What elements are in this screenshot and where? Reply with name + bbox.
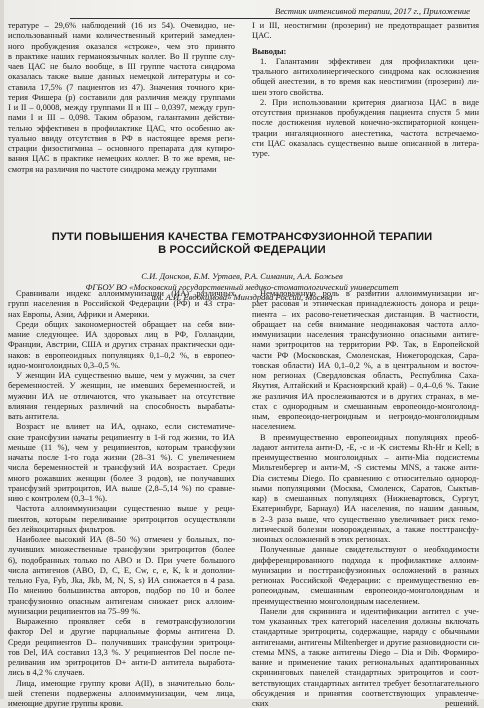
text-line: Dia системы Diego. По сравнению с относительно однород-	[252, 472, 479, 483]
text-line: сти ЦАС оказалась существенно выше описанной в литера-	[252, 137, 479, 148]
text-line: пиентов, которым переливание эритроцитов осуществляли	[8, 513, 235, 524]
text-line: ЦАС.	[252, 30, 272, 41]
text-line: ских решений.	[252, 698, 479, 708]
text-line: ские трансфузии начаты реципиенту в 1-й год жизни, то ИА	[8, 431, 235, 442]
text-line: преимущественно монголоидным населением.	[252, 595, 420, 606]
text-line: фактор Del и другие парциальные формы антигена D.	[8, 626, 235, 637]
text-line: оказалась также выше данных немецкой литературы и со-	[8, 71, 235, 82]
text-line: в 2–3 раза выше, что существенно увеличивает риск гемо-	[252, 513, 479, 524]
text-line: обращает на себя внимание неодинаковая частота алло-	[252, 318, 479, 329]
top-right-column	[252, 20, 479, 158]
text-line: 1. Галантамин эффективен для профилактики цен-	[260, 55, 479, 66]
text-line: чаев ЦАС не было вообще, в III группе частота синдрома	[8, 61, 235, 71]
text-line: рает расовая и этническая принадлежность донора и реци-	[252, 298, 479, 309]
text-line: имеющие другие группы крови.	[8, 698, 123, 708]
text-line: товская области) ИА 0,1–0,2 %, а в центральном и восточ-	[252, 359, 479, 370]
text-line: стандартные эритроциты, содержащие, наряду с обычными	[252, 626, 479, 637]
text-line: ропеоидным, смешанным европеоидо-монголоидным и	[252, 585, 479, 596]
text-line: нию с контролем (0,3–1 %).	[8, 493, 108, 503]
text-line: терия Фишера (р) составили для различия между группами	[8, 91, 235, 102]
text-line: нах Европы, Азии, Африки и Америки.	[8, 308, 150, 319]
text-line: нами эритроцитов на территории РФ. Так, в Европейской	[252, 339, 479, 350]
text-line: тературе – 29,6% наблюдений (16 из 54). Очевидно, не-	[8, 20, 235, 30]
text-line: шен этого свойства.	[252, 86, 324, 97]
text-line: I и II – 0,0008, между группами II и III – 0,0397, между груп-	[8, 102, 235, 112]
text-line: использованный нами количественный критерий замедлен-	[8, 30, 235, 41]
text-line: ладают антитела анти-D, -E, -c и -K системы Rh-Hr и Kell; в	[252, 441, 479, 452]
text-line: меньше (11 %), чем у реципиентов, которым трансфузии	[8, 441, 235, 452]
article-title-line-2: В РОССИЙСКОЙ ФЕДЕРАЦИИ	[158, 244, 326, 256]
article-title-line-1: ПУТИ ПОВЫШЕНИЯ КАЧЕСТВА ГЕМОТРАНСФУЗИОННОЙ ТЕРАПИИ	[51, 231, 433, 243]
text-line: ными популяциями (Москва, Смоленск, Саратов, Сыктыв-	[252, 482, 479, 493]
article-authors: С.И. Донсков, Б.М. Уртаев, Р.А. Симанин, А.А. Божьев	[141, 271, 343, 281]
text-line: Сравнивали индекс аллоиммунизации (ИА) различных	[16, 288, 235, 298]
text-line: 2. При использовании критерия диагноза ЦАС в виде	[260, 96, 479, 107]
text-line: тов Del, ИА составил 13,3 %. У реципиентов Del после пе-	[8, 646, 235, 657]
text-line: общей анестезии, в то время как неостигмин (прозерин) ли-	[252, 76, 479, 87]
article-left-column	[8, 288, 235, 708]
text-line: групп населения в Российской Федерации (РФ) и 43 стра-	[8, 298, 235, 309]
text-line: том указанных трех категорий населения должны включать	[252, 616, 479, 626]
text-line: У женщин ИА существенно выше, чем у мужчин, за счет	[16, 370, 235, 380]
text-line: вание и применение таких региональных адаптированных	[252, 657, 479, 667]
text-line: обсуждения и принятия соответствующих управленче-	[252, 687, 479, 698]
text-line: реливания им эритроцитов D+ анти-D антитела выработа-	[8, 657, 235, 667]
text-line: трансфузий эритроцитов, ИА выше (2,8–5,14 %) по сравне-	[8, 482, 235, 493]
text-line: Полученные данные свидетельствуют о необходимости	[260, 544, 479, 555]
text-line: антигенами, антигены Miltenberger и другие разновидности си-	[252, 636, 480, 647]
text-line: мунизации реципиентов на 75–99 %.	[8, 605, 141, 616]
text-line: шей степени подвержены аллоиммунизации, чем лица,	[8, 687, 235, 698]
text-line: Немаловажную роль в развитии аллоиммунизации иг-	[260, 288, 479, 298]
text-line: вать антитела.	[8, 411, 60, 421]
text-line: Лица, имеющие группу крови А(II), в значительно боль-	[16, 677, 235, 688]
text-line: же различия ИА прослеживаются и в других странах, в ме-	[252, 390, 479, 401]
text-line: ного пробуждения оказался «строже», чем это принято	[8, 40, 235, 51]
text-line: много рожавших женщин (более 3 родов), не получавших	[8, 472, 235, 483]
text-line: I и III, неостигмин (прозерин) не предотвращает развития	[252, 20, 479, 30]
running-header: Вестник интенсивной терапии, 2017 г., Приложение	[70, 6, 470, 19]
text-line: стемы MNS, а также антигены Diego – Dia и Dib. Формиро-	[252, 646, 479, 657]
text-line: В преимущественно европеоидных популяциях преоб-	[260, 431, 479, 442]
text-line: Наиболее высокий ИА (8–50 %) отмечен у больных, по-	[16, 534, 235, 544]
text-line: иммунизации населения трансфузионно опасными антиге-	[252, 329, 479, 339]
article-right-column	[252, 288, 479, 708]
text-line: лись в 4,2 % случаев.	[8, 667, 85, 678]
text-line: Среди общих закономерностей обращает на себя вни-	[16, 318, 235, 329]
article-affiliation-line-1: ФГБОУ ВО «Московский государственный медико-стоматологический университет	[85, 281, 399, 292]
text-line: ветствующих стандартных антител требует безотлагательного	[252, 677, 479, 688]
text-line: дифференцированного подхода к профилактике аллоим-	[252, 554, 479, 565]
text-line: Выводы:	[252, 45, 287, 56]
text-line: мужчин ИА не отличаются, что указывает на отсутствие	[8, 390, 235, 401]
text-line: Якутия, Алтайский и Красноярский край) – 0,4–0,6 %. Такие	[252, 380, 479, 391]
text-line: туре.	[252, 148, 270, 158]
text-line: Частота аллоиммунизации существенно выше у реци-	[16, 503, 235, 514]
text-line: влияния гендерных различий на способность вырабаты-	[8, 400, 235, 411]
text-line: Мильтенбергер и анти-M, -S системы MNS, а также анти-	[252, 462, 479, 473]
text-line: после достижения нулевой конечно-экспираторной концен-	[252, 117, 479, 128]
text-line: ставила 17,5% (7 пациентов из 47). Значения точного кри-	[8, 81, 235, 92]
text-line: страции физостигмина – основного препарата для купиро-	[8, 143, 235, 153]
text-line: скрининговых панелей стандартных эритроцитов и соот-	[252, 667, 479, 678]
text-line: Возраст не влияет на ИА, однако, если систематиче-	[16, 421, 235, 432]
text-line: ном регионах (Свердловская область, Республика Саха-	[252, 370, 479, 380]
text-line: регионах Российской Федерации: с преимущественно ев-	[252, 575, 479, 585]
text-line: в практике наших германоязычных коллег. Во II группе слу-	[8, 50, 235, 61]
text-line: Екатеринбург, Барнаул) ИА населения, по нашим данным,	[252, 503, 479, 514]
text-line: числа беременностей и трансфузий ИА возрастает. Среди	[8, 462, 235, 473]
text-line: Среди реципиентов D– получивших трансфузии эритроци-	[8, 636, 235, 647]
text-line: мунизации и посттрансфузионных осложнений в разных	[252, 564, 479, 575]
text-line: отсутствия признаков пробуждения пациента спустя 5 мин	[252, 107, 479, 117]
text-line: тельно Fya, Fyb, Jka, Jkb, M, N, S, s) ИА снижается в 4 раза.	[8, 575, 235, 585]
text-line: Франции, Австрии, США и других странах практически оди-	[8, 339, 235, 350]
text-line: кар) в смешанных популяциях (Нижневартовск, Сургут,	[252, 493, 479, 503]
text-line: идно-монголоидных 0,3–0,5 %.	[8, 359, 121, 370]
text-line: По мнению большинства авторов, подбор по 10 и более	[8, 585, 235, 596]
text-line: ным, европеоидо-негроидным и негроидо-монголоидным	[252, 411, 479, 421]
text-line: трансфузионно опасным антигенам снижает риск аллоим-	[8, 595, 235, 606]
text-line: зионных осложнений в этих регионах.	[252, 534, 391, 544]
text-line: трации ингаляционного анестетика, частота встречаемо-	[252, 127, 479, 138]
text-line: части РФ (Московская, Смоленская, Нижегородская, Сара-	[252, 349, 479, 360]
text-line: вания ЦАС в практике немецких коллег. В то же время, не-	[8, 153, 235, 164]
text-line: пами I и III – 0,098. Таким образом, галантамин действи-	[8, 112, 235, 123]
text-line: беременностей. У женщин, не имевших беременностей, и	[8, 380, 235, 391]
text-line: преимущественно монголоидных – анти-Mia подсистемы	[252, 452, 479, 462]
text-line: Панели для скрининга и идентификации антител с уче-	[260, 605, 479, 616]
text-line: Выраженно проявляет себя в гемотрансфузиологии	[16, 616, 235, 626]
text-line: числа антигенов (АВО, D, C, E, Cw, c, e, K, k и дополни-	[8, 564, 235, 575]
top-left-column	[8, 20, 235, 174]
text-line: литической болезни новорожденных, а также посттрансфу-	[252, 523, 479, 534]
text-line: смотря на различия по частоте синдрома между группами	[8, 163, 217, 174]
text-line: 6), подобранных только по АВО и D. При учете большого	[8, 554, 235, 565]
text-line: без лейкоцитарных фильтров.	[8, 523, 116, 534]
text-line: начаты после 1-го года жизни (28–31 %). С увеличением	[8, 452, 235, 462]
text-line: наков: в европеоидных популяциях 0,1–0,2 %, в европео-	[8, 349, 235, 360]
text-line: мание следующее. ИА здоровых лиц в РФ, Голландии,	[8, 329, 235, 339]
text-line: населением.	[252, 421, 297, 432]
text-line: туально ввиду отсутствия в РФ в настоящее время реги-	[8, 132, 235, 143]
text-line: тельно эффективен в профилактике ЦАС, что особенно ак-	[8, 122, 235, 133]
text-line: лучивших множественные трансфузии эритроцитов (более	[8, 544, 235, 555]
text-line: стах с однородным и смешанным европеоидо-монголоид-	[252, 400, 479, 411]
text-line: пиента – их расово-генетическая дистанция. В частности,	[252, 308, 479, 319]
text-line: трального антихолинергического синдрома как осложнения	[252, 66, 479, 76]
article-affiliation-line-2: им. А.И. Евдокимова» Минздрава России, Москва	[151, 292, 333, 302]
page-gutter-shadow	[0, 0, 4, 699]
